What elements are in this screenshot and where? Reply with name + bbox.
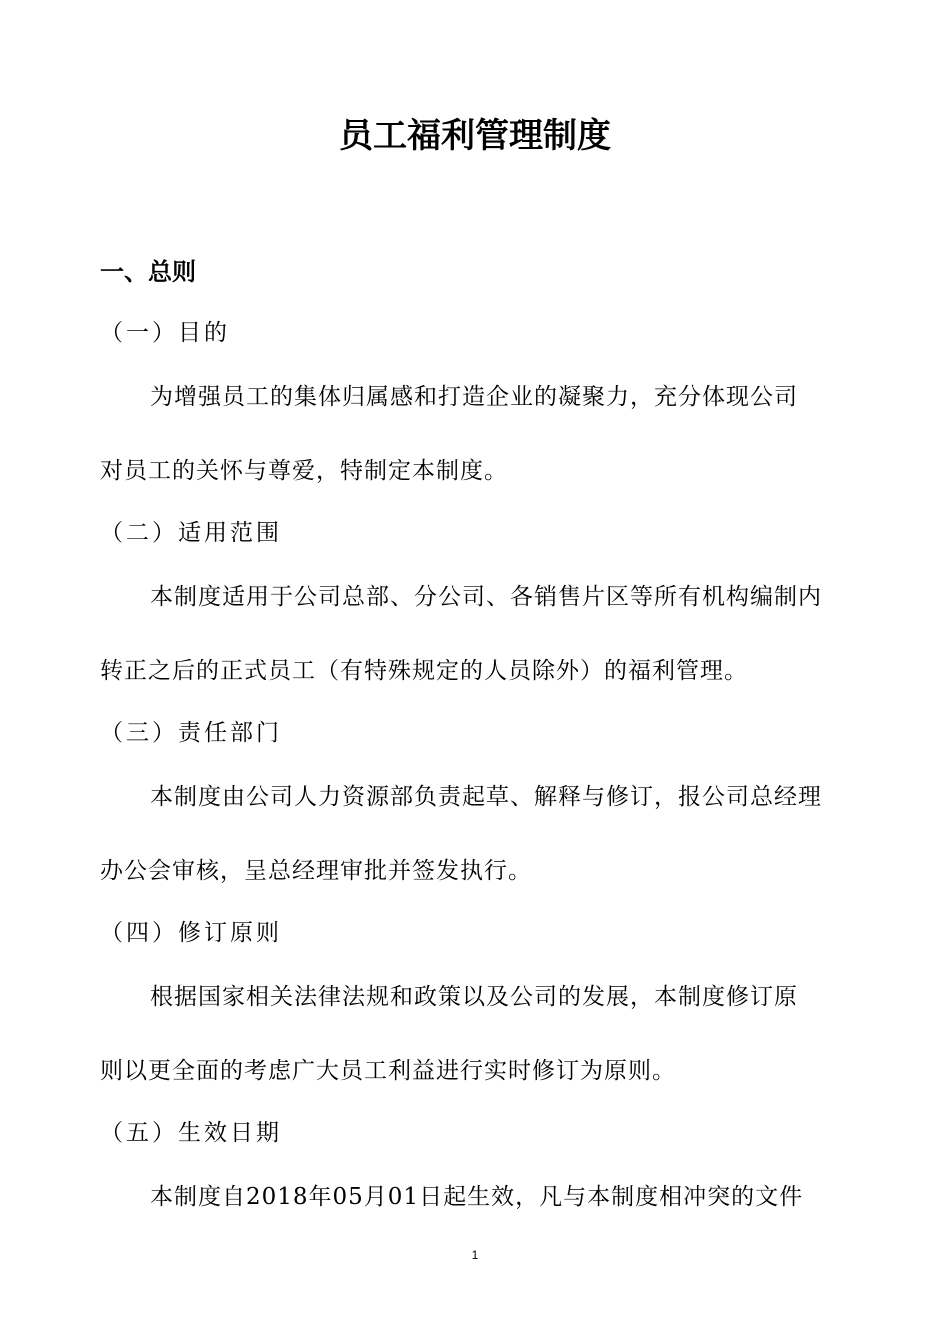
revision-line-2: 则以更全面的考虑广大员工利益进行实时修订为原则。	[100, 1058, 676, 1084]
scope-line-2: 转正之后的正式员工（有特殊规定的人员除外）的福利管理。	[100, 658, 748, 684]
effective-date-line-1: 本制度自2018年05月01日起生效，凡与本制度相冲突的文件	[150, 1184, 804, 1210]
subsection-heading-purpose: （一）目的	[100, 320, 230, 346]
page-number: 1	[471, 1248, 479, 1262]
document-title: 员工福利管理制度	[339, 116, 611, 156]
subsection-heading-effective-date: （五）生效日期	[100, 1120, 282, 1146]
purpose-line-1: 为增强员工的集体归属感和打造企业的凝聚力，充分体现公司	[150, 384, 798, 410]
responsibility-line-2: 办公会审核，呈总经理审批并签发执行。	[100, 858, 532, 884]
scope-line-1: 本制度适用于公司总部、分公司、各销售片区等所有机构编制内	[150, 584, 822, 610]
section-heading-general: 一、总则	[100, 258, 196, 286]
subsection-heading-revision: （四）修订原则	[100, 920, 282, 946]
subsection-heading-responsibility: （三）责任部门	[100, 720, 282, 746]
subsection-heading-scope: （二）适用范围	[100, 520, 282, 546]
purpose-line-2: 对员工的关怀与尊爱，特制定本制度。	[100, 458, 508, 484]
revision-line-1: 根据国家相关法律法规和政策以及公司的发展，本制度修订原	[150, 984, 798, 1010]
responsibility-line-1: 本制度由公司人力资源部负责起草、解释与修订，报公司总经理	[150, 784, 822, 810]
